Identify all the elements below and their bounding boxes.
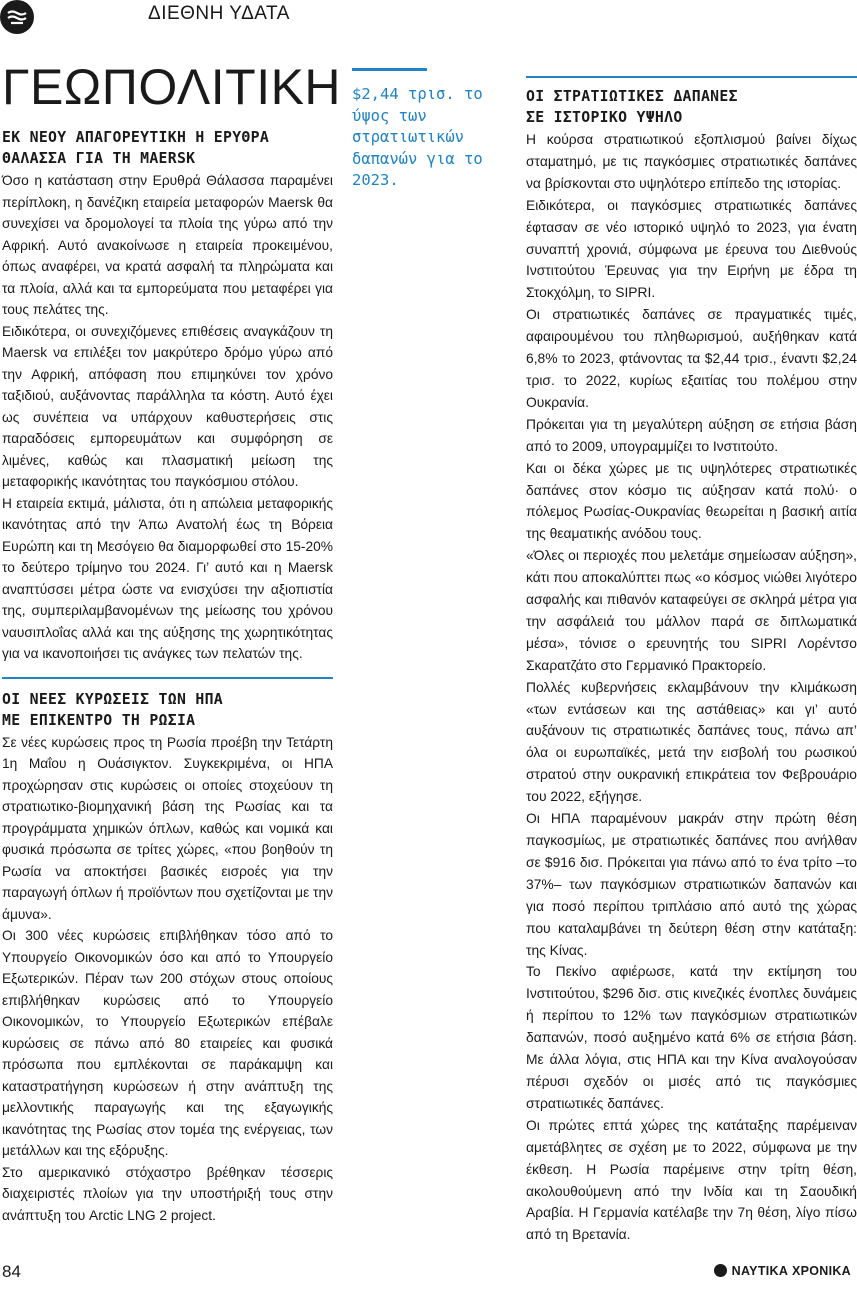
section-label: ΔΙΕΘΝΗ ΥΔΑΤΑ <box>148 3 290 24</box>
paragraph: Η κούρσα στρατιωτικού εξοπλισμού βαίνει δίχως σταματημό, με τις παγκόσμιες στρατιωτικές δαπάνες να βρίσκονται στο υψηλότερο επίπεδο της ιστορίας. <box>526 131 857 191</box>
column-top-rule <box>526 76 857 78</box>
heading-line: ΘΑΛΑΣΣΑ ΓΙΑ ΤΗ MAERSK <box>2 150 196 167</box>
heading-line: ΟΙ ΣΤΡΑΤΙΩΤΙΚΕΣ ΔΑΠΑΝΕΣ <box>526 88 738 105</box>
pull-quote-rule <box>352 68 427 71</box>
paragraph: Ειδικότερα, οι παγκόσμιες στρατιωτικές δαπάνες έφτασαν σε νέο ιστορικό υψηλό το 2023, για ένατη συναπτή χρονιά, σύμφωνα με έρευνα του Διεθνούς Ινστιτούτου Έρευνας για την Ειρήνη με έδρα τη Στοκχόλμη, το SIPRI. <box>526 196 857 301</box>
heading-line: ΜΕ ΕΠΙΚΕΝΤΡΟ ΤΗ ΡΩΣΙΑ <box>2 711 196 729</box>
brand-name: ΝΑΥΤΙΚΑ ΧΡΟΝΙΚΑ <box>731 1264 851 1278</box>
article-maersk-heading <box>2 127 333 169</box>
page-title: ΓΕΩΠΟΛΙΤΙΚΗ <box>2 59 342 115</box>
heading-line: ΟΙ ΝΕΕΣ ΚΥΡΩΣΕΙΣ ΤΩΝ ΗΠΑ <box>2 690 224 708</box>
paragraph: Οι στρατιωτικές δαπάνες σε πραγματικές τιμές, αφαιρουμένου του πληθωρισμού, αυξήθηκαν κατά 6,8% το 2023, φτάνοντας τα $2,44 τρισ., έναντι $2,24 τρισ. το 2022, κυρίως εξαιτίας του πολέμου στην Ουκρανία. <box>526 306 857 410</box>
heading-line: ΕΚ ΝΕΟΥ ΑΠΑΓΟΡΕΥΤΙΚΗ Η ΕΡΥΘΡΑ <box>2 129 270 146</box>
paragraph: Ειδικότερα, οι συνεχιζόμενες επιθέσεις αναγκάζουν τη Maersk να επιλέξει τον μακρύτερο δρόμο γύρω από την Αφρική, απόφαση που επιμηκύνει τον χρόνο ταξιδιού, αυξάνοντας παράλληλα τα κόστη. Αυτό έχει ως συνέπεια να υπάρχουν καθυστερήσεις στις παραδόσεις εμπορευμάτων και συμφόρηση σε λιμένες, καθώς και πλασματική μείωση της μεταφορικής ικανότητας του παγκόσμιου στόλου. <box>2 323 333 489</box>
section-divider <box>2 677 333 679</box>
heading-line: ΣΕ ΙΣΤΟΡΙΚΟ ΥΨΗΛΟ <box>526 109 683 126</box>
paragraph: Η εταιρεία εκτιμά, μάλιστα, ότι η απώλεια μεταφορικής ικανότητας από την Άπω Ανατολή έως τη Βόρεια Ευρώπη και τη Μεσόγειο θα διαμορφωθεί στο 15-20% το δεύτερο τρίμηνο του 2024. Γι’ αυτό και η Maersk αναπτύσσει μέτρα ώστε να ενισχύσει την αξιοπιστία της, συμπεριλαμβανομένων της μείωσης του χρόνου ναυσιπλοΐας αλλά και της αύξησης της χωρητικότητας για να ικανοποιήσει τις ανάγκες των πελατών της. <box>2 495 333 661</box>
left-column <box>2 127 333 1226</box>
page-number: 84 <box>2 1262 21 1281</box>
footer-brand <box>714 1264 851 1278</box>
paragraph: «Όλες οι περιοχές που μελετάμε σημείωσαν αύξηση», κάτι που αποκαλύπτει πως «ο κόσμος νιώθει λιγότερο ασφαλής και πιθανόν καταφεύγει σε σκληρά μέτρα για την ασφάλειά του μάλλον παρά σε διπλωματικά μέσα», τόνισε ο ερευνητής του SIPRI Λορέντσο Σκαρατζάτο στο Γερμανικό Πρακτορείο. <box>526 547 857 673</box>
paragraph: Πρόκειται για τη μεγαλύτερη αύξηση σε ετήσια βάση από το 2009, υπογραμμίζει το Ινστιτούτο. <box>526 415 857 454</box>
paragraph: Στο αμερικανικό στόχαστρο βρέθηκαν τέσσερις διαχειριστές πλοίων για την υποστήριξή τους στην ανάπτυξη του Arctic LNG 2 project. <box>2 1164 333 1223</box>
paragraph: Σε νέες κυρώσεις προς τη Ρωσία προέβη την Τετάρτη 1η Μαΐου η Ουάσιγκτον. Συγκεκριμένα, οι ΗΠΑ προχώρησαν στις κυρώσεις οι οποίες στοχεύουν τη στρατιωτικο-βιομηχανική βάση της Ρωσίας και τα προγράμματα χημικών όπλων, καθώς και νομικά και φυσικά πρόσωπα σε τρίτες χώρες, «που βοηθούν τη Ρωσία να αποκτήσει βασικές εισροές για την παραγωγή όπλων ή προϊόντων που σχετίζονται με την άμυνα». <box>2 734 333 922</box>
paragraph: Και οι δέκα χώρες με τις υψηλότερες στρατιωτικές δαπάνες στον κόσμο τις αύξησαν κατά πολύ· ο πόλεμος Ρωσίας-Ουκρανίας θεωρείται η βασική αιτία της θεαματικής ανόδου τους. <box>526 459 857 542</box>
paragraph: Οι 300 νέες κυρώσεις επιβλήθηκαν τόσο από το Υπουργείο Οικονομικών όσο και από το Υπουργείο Εξωτερικών. Πέραν των 200 στόχων στους οποίους επιβλήθηκαν κυρώσεις από το Υπουργείο Οικονομικών, το Υπουργείο Εξωτερικών επέβαλε κυρώσεις σε πάνω από 80 εταιρείες και φυσικά πρόσωπα που εμπλέκονται σε παράκαμψη και καταστρατήγηση κυρώσεων ή στην ανάπτυξη της μελλοντικής παραγωγής και της εξαγωγικής ικανότητας της Ρωσίας στον τομέα της ενέργειας, των μετάλλων και της εξόρυξης. <box>2 928 333 1158</box>
paragraph: Το Πεκίνο αφιέρωσε, κατά την εκτίμηση του Ινστιτούτου, $296 δισ. στις κινεζικές ένοπλες δυνάμεις ή περίπου το 12% των παγκόσμιων στρατιωτικών δαπανών, ποσό αυξημένο κατά 6% σε ετήσια βάση. Με άλλα λόγια, στις ΗΠΑ και την Κίνα αναλογούσαν πέρυσι σχεδόν οι μισές από τις παγκόσμιες στρατιωτικές δαπάνες. <box>526 963 857 1111</box>
right-column <box>526 86 857 1246</box>
paragraph: Πολλές κυβερνήσεις εκλαμβάνουν την κλιμάκωση «των εντάσεων και της αστάθειας» και γι’ αυτό αυξάνουν τις στρατιωτικές δαπάνες τους, πάνω απ’ όλα οι ευρωπαϊκές, μετά την εισβολή του ρωσικού στρατού στην ουκρανική επικράτεια τον Φεβρουάριο του 2022, εξήγησε. <box>526 678 857 805</box>
paragraph: Οι ΗΠΑ παραμένουν μακράν στην πρώτη θέση παγκοσμίως, με στρατιωτικές δαπάνες που ανήλθαν σε $916 δισ. Πρόκειται για πάνω από το ένα τρίτο –το 37%– των παγκόσμιων στρατιωτικών δαπανών και για ποσό περίπου τριπλάσιο από αυτό της χώρας που καταλαμβάνει τη δεύτερη θέση στην κατάταξη: της Κίνας. <box>526 810 857 958</box>
pull-quote: $2,44 τρισ. το ύψος των στρατιωτικών δαπανών για το 2023. <box>352 85 483 189</box>
paragraph: Όσο η κατάσταση στην Ερυθρά Θάλασσα παραμένει περίπλοκη, η δανέζικη εταιρεία μεταφορών Maersk θα συνεχίσει να δρομολογεί τα πλοία της γύρω από την Αφρική. Αυτό ανακοίνωσε η εταιρεία προκειμένου, όπως αναφέρει, να κρατά ασφαλή τα πληρώματα και τα πλοία, αλλά και τα εμπορεύματα που μεταφέρει για τους πελάτες της. <box>2 173 333 317</box>
article-sanctions-heading <box>2 689 333 731</box>
article-military-heading <box>526 86 857 128</box>
wave-badge-icon <box>0 0 34 34</box>
publication-logo-icon <box>714 1264 727 1277</box>
paragraph: Οι πρώτες επτά χώρες της κατάταξης παρέμειναν αμετάβλητες σε σχέση με το 2022, σύμφωνα με την έκθεση. Η Ρωσία παρέμεινε στην τρίτη θέση, ακολουθούμενη από την Ινδία και τη Σαουδική Αραβία. Η Γερμανία κατέλαβε την 7η θέση, λίγο πίσω από τη Βρετανία. <box>526 1116 857 1243</box>
